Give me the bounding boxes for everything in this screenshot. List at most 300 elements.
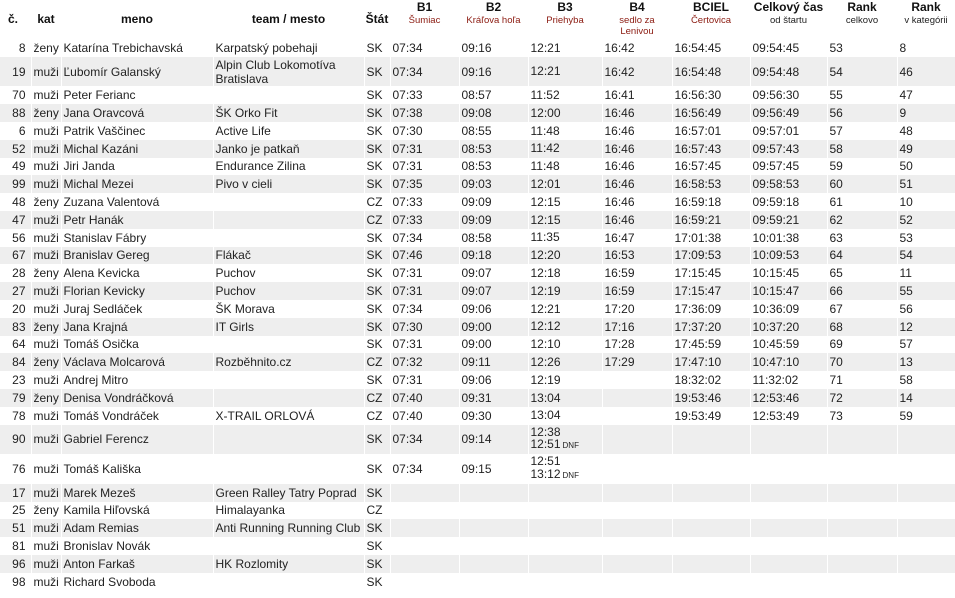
row-category: muži bbox=[31, 211, 61, 229]
row-b1: 07:46 bbox=[390, 247, 459, 265]
row-finish: 19:53:49 bbox=[672, 407, 750, 425]
table-row bbox=[0, 140, 955, 158]
row-rank-category bbox=[897, 573, 955, 591]
row-team: Pivo v cieli bbox=[213, 175, 364, 193]
row-total-time bbox=[750, 425, 827, 455]
row-rank: 60 bbox=[827, 175, 897, 193]
col-b1 bbox=[390, 0, 459, 39]
row-b3 bbox=[528, 555, 602, 573]
row-number: 23 bbox=[0, 371, 31, 389]
row-total-time bbox=[750, 484, 827, 502]
row-name: Kamila Hiľovská bbox=[61, 502, 213, 520]
row-finish: 17:15:45 bbox=[672, 264, 750, 282]
row-b2: 09:07 bbox=[459, 264, 528, 282]
row-b1: 07:31 bbox=[390, 371, 459, 389]
row-b1: 07:38 bbox=[390, 104, 459, 122]
row-b3: 12:19 bbox=[528, 371, 602, 389]
row-b1: 07:33 bbox=[390, 193, 459, 211]
row-country: SK bbox=[364, 175, 390, 193]
row-b4: 17:16 bbox=[602, 318, 672, 336]
row-b3: 13:04 bbox=[528, 389, 602, 407]
row-finish: 16:57:01 bbox=[672, 122, 750, 140]
row-b1: 07:31 bbox=[390, 264, 459, 282]
row-b1: 07:35 bbox=[390, 175, 459, 193]
row-b4 bbox=[602, 484, 672, 502]
col-b4 bbox=[602, 0, 672, 39]
row-rank: 70 bbox=[827, 353, 897, 371]
row-team bbox=[213, 336, 364, 354]
row-total-time: 09:57:01 bbox=[750, 122, 827, 140]
row-country: SK bbox=[364, 158, 390, 176]
row-finish: 16:59:18 bbox=[672, 193, 750, 211]
row-rank-category: 11 bbox=[897, 264, 955, 282]
row-rank-category bbox=[897, 484, 955, 502]
row-total-time: 09:54:48 bbox=[750, 57, 827, 87]
row-category: muži bbox=[31, 371, 61, 389]
row-category: muži bbox=[31, 229, 61, 247]
row-category: muži bbox=[31, 336, 61, 354]
row-finish: 16:54:48 bbox=[672, 57, 750, 87]
row-name: Michal Mezei bbox=[61, 175, 213, 193]
row-country: SK bbox=[364, 371, 390, 389]
row-b2: 09:15 bbox=[459, 454, 528, 484]
row-country: CZ bbox=[364, 407, 390, 425]
row-finish bbox=[672, 502, 750, 520]
row-b2: 09:16 bbox=[459, 57, 528, 87]
row-b2: 08:55 bbox=[459, 122, 528, 140]
row-b1: 07:34 bbox=[390, 39, 459, 57]
row-team: Endurance Zilina bbox=[213, 158, 364, 176]
row-b4: 16:59 bbox=[602, 282, 672, 300]
row-rank-category: 9 bbox=[897, 104, 955, 122]
row-rank-category: 13 bbox=[897, 353, 955, 371]
row-b4 bbox=[602, 389, 672, 407]
table-row bbox=[0, 454, 955, 484]
row-total-time: 12:53:49 bbox=[750, 407, 827, 425]
row-name: Petr Hanák bbox=[61, 211, 213, 229]
row-team bbox=[213, 193, 364, 211]
row-b2 bbox=[459, 573, 528, 591]
row-total-time: 10:15:47 bbox=[750, 282, 827, 300]
row-name: Ľubomír Galanský bbox=[61, 57, 213, 87]
col-b2-sub: Kráľova hoľa bbox=[466, 15, 521, 26]
col-b3 bbox=[528, 0, 602, 39]
row-b1: 07:34 bbox=[390, 454, 459, 484]
row-rank-category: 53 bbox=[897, 229, 955, 247]
row-b3-second-time: 12:51 bbox=[530, 437, 561, 452]
row-b3: 12:19 bbox=[528, 282, 602, 300]
table-row bbox=[0, 39, 955, 57]
row-country: CZ bbox=[364, 211, 390, 229]
table-row bbox=[0, 425, 955, 455]
row-team bbox=[213, 371, 364, 389]
row-b4: 16:46 bbox=[602, 104, 672, 122]
row-b1: 07:33 bbox=[390, 86, 459, 104]
col-total-time-sub: od štartu bbox=[770, 15, 807, 26]
row-rank: 55 bbox=[827, 86, 897, 104]
row-number: 64 bbox=[0, 336, 31, 354]
row-total-time bbox=[750, 573, 827, 591]
row-b4: 16:46 bbox=[602, 158, 672, 176]
row-team: Green Ralley Tatry Poprad bbox=[213, 484, 364, 502]
row-b4: 16:59 bbox=[602, 264, 672, 282]
row-rank-category: 55 bbox=[897, 282, 955, 300]
row-b3: 11:48 bbox=[528, 158, 602, 176]
row-b2 bbox=[459, 537, 528, 555]
col-b4-sub: sedlo za Lenivou bbox=[619, 15, 655, 37]
row-b1: 07:33 bbox=[390, 211, 459, 229]
row-team: Karpatský pobehaji bbox=[213, 39, 364, 57]
row-team bbox=[213, 425, 364, 455]
row-name: Andrej Mitro bbox=[61, 371, 213, 389]
row-country: SK bbox=[364, 484, 390, 502]
row-b3: 12:15 bbox=[528, 193, 602, 211]
row-b4 bbox=[602, 519, 672, 537]
row-rank-category: 59 bbox=[897, 407, 955, 425]
row-b2: 08:53 bbox=[459, 158, 528, 176]
col-rank-sub: celkovo bbox=[845, 15, 879, 26]
row-b4: 17:29 bbox=[602, 353, 672, 371]
row-b3 bbox=[528, 484, 602, 502]
row-b1: 07:31 bbox=[390, 336, 459, 354]
row-rank-category: 8 bbox=[897, 39, 955, 57]
row-country: CZ bbox=[364, 353, 390, 371]
row-b2: 09:30 bbox=[459, 407, 528, 425]
col-b2 bbox=[459, 0, 528, 39]
row-rank-category bbox=[897, 454, 955, 484]
row-number: 90 bbox=[0, 425, 31, 455]
row-finish bbox=[672, 519, 750, 537]
row-finish: 16:58:53 bbox=[672, 175, 750, 193]
row-number: 27 bbox=[0, 282, 31, 300]
table-row bbox=[0, 122, 955, 140]
row-number: 76 bbox=[0, 454, 31, 484]
row-b2: 09:31 bbox=[459, 389, 528, 407]
table-row bbox=[0, 193, 955, 211]
row-name: Bronislav Novák bbox=[61, 537, 213, 555]
col-total-time bbox=[750, 0, 827, 39]
row-total-time: 10:45:59 bbox=[750, 336, 827, 354]
row-total-time bbox=[750, 555, 827, 573]
row-finish: 17:45:59 bbox=[672, 336, 750, 354]
row-number: 56 bbox=[0, 229, 31, 247]
row-b3: 11:35 bbox=[528, 229, 602, 247]
row-team: Puchov bbox=[213, 282, 364, 300]
row-finish: 17:37:20 bbox=[672, 318, 750, 336]
table-row bbox=[0, 371, 955, 389]
row-rank: 71 bbox=[827, 371, 897, 389]
row-team: IT Girls bbox=[213, 318, 364, 336]
row-category: muži bbox=[31, 175, 61, 193]
row-b2: 08:57 bbox=[459, 86, 528, 104]
row-finish: 17:09:53 bbox=[672, 247, 750, 265]
row-b2: 09:06 bbox=[459, 371, 528, 389]
table-row bbox=[0, 300, 955, 318]
row-country: SK bbox=[364, 122, 390, 140]
row-category: muži bbox=[31, 282, 61, 300]
row-rank: 59 bbox=[827, 158, 897, 176]
row-category: ženy bbox=[31, 264, 61, 282]
row-number: 49 bbox=[0, 158, 31, 176]
row-country: SK bbox=[364, 300, 390, 318]
row-team bbox=[213, 454, 364, 484]
row-name: Tomáš Osička bbox=[61, 336, 213, 354]
row-b3: 12:21 bbox=[528, 39, 602, 57]
row-team: Rozběhnito.cz bbox=[213, 353, 364, 371]
row-b4 bbox=[602, 573, 672, 591]
row-name: Marek Mezeš bbox=[61, 484, 213, 502]
row-b4 bbox=[602, 502, 672, 520]
col-country: Štát bbox=[365, 12, 389, 26]
row-total-time: 09:59:18 bbox=[750, 193, 827, 211]
row-b2: 09:16 bbox=[459, 39, 528, 57]
row-country: CZ bbox=[364, 389, 390, 407]
row-rank: 69 bbox=[827, 336, 897, 354]
row-b1 bbox=[390, 537, 459, 555]
col-total-time-label: Celkový čas bbox=[753, 0, 824, 14]
row-name: Gabriel Ferencz bbox=[61, 425, 213, 455]
row-rank-category bbox=[897, 425, 955, 455]
row-name: Branislav Gereg bbox=[61, 247, 213, 265]
dnf-badge: DNF bbox=[562, 441, 579, 451]
row-category: muži bbox=[31, 573, 61, 591]
row-name: Stanislav Fábry bbox=[61, 229, 213, 247]
row-rank-category: 50 bbox=[897, 158, 955, 176]
row-b2: 09:14 bbox=[459, 425, 528, 455]
row-country: SK bbox=[364, 425, 390, 455]
row-b3: 12:12 bbox=[528, 318, 602, 336]
row-name: Jiri Janda bbox=[61, 158, 213, 176]
row-rank-category: 54 bbox=[897, 247, 955, 265]
row-country: SK bbox=[364, 140, 390, 158]
row-rank: 62 bbox=[827, 211, 897, 229]
col-finish bbox=[672, 0, 750, 39]
row-b4: 16:47 bbox=[602, 229, 672, 247]
row-name: Anton Farkaš bbox=[61, 555, 213, 573]
row-team bbox=[213, 211, 364, 229]
row-b3: 12:18 bbox=[528, 264, 602, 282]
row-finish bbox=[672, 537, 750, 555]
row-category: muži bbox=[31, 484, 61, 502]
row-b2: 09:00 bbox=[459, 336, 528, 354]
row-name: Jana Krajná bbox=[61, 318, 213, 336]
table-row bbox=[0, 264, 955, 282]
col-number: č. bbox=[8, 12, 19, 26]
row-b1: 07:40 bbox=[390, 389, 459, 407]
col-rank-category-sub: v kategórii bbox=[904, 15, 948, 26]
row-rank-category: 57 bbox=[897, 336, 955, 354]
row-total-time: 09:57:45 bbox=[750, 158, 827, 176]
table-row bbox=[0, 175, 955, 193]
row-name: Zuzana Valentová bbox=[61, 193, 213, 211]
row-rank: 65 bbox=[827, 264, 897, 282]
row-b1: 07:34 bbox=[390, 57, 459, 87]
row-b4 bbox=[602, 407, 672, 425]
row-rank bbox=[827, 537, 897, 555]
row-rank bbox=[827, 454, 897, 484]
row-rank bbox=[827, 519, 897, 537]
table-row bbox=[0, 573, 955, 591]
row-b3-first: 12:38 bbox=[530, 424, 561, 439]
row-total-time: 10:47:10 bbox=[750, 353, 827, 371]
row-category: muži bbox=[31, 519, 61, 537]
table-row bbox=[0, 104, 955, 122]
row-b3: 12:20 bbox=[528, 247, 602, 265]
row-b3 bbox=[528, 425, 602, 455]
row-rank-category bbox=[897, 555, 955, 573]
row-team: Alpin Club Lokomotíva Bratislava bbox=[213, 57, 364, 87]
table-row bbox=[0, 336, 955, 354]
row-team: Flákač bbox=[213, 247, 364, 265]
row-b3: 13:04 bbox=[528, 407, 602, 425]
row-category: muži bbox=[31, 140, 61, 158]
row-category: muži bbox=[31, 537, 61, 555]
row-b1 bbox=[390, 573, 459, 591]
row-country: CZ bbox=[364, 193, 390, 211]
table-row bbox=[0, 282, 955, 300]
row-number: 25 bbox=[0, 502, 31, 520]
row-team bbox=[213, 86, 364, 104]
row-total-time: 10:15:45 bbox=[750, 264, 827, 282]
row-b2 bbox=[459, 519, 528, 537]
row-b2 bbox=[459, 502, 528, 520]
row-name: Florian Kevicky bbox=[61, 282, 213, 300]
row-b1: 07:31 bbox=[390, 140, 459, 158]
row-category: muži bbox=[31, 555, 61, 573]
row-team: HK Rozlomity bbox=[213, 555, 364, 573]
row-b2: 09:00 bbox=[459, 318, 528, 336]
row-total-time: 09:54:45 bbox=[750, 39, 827, 57]
row-category: muži bbox=[31, 425, 61, 455]
row-b1 bbox=[390, 555, 459, 573]
row-finish: 16:54:45 bbox=[672, 39, 750, 57]
row-b1: 07:30 bbox=[390, 318, 459, 336]
col-b1-label: B1 bbox=[416, 0, 433, 14]
row-b1: 07:34 bbox=[390, 425, 459, 455]
row-rank-category: 56 bbox=[897, 300, 955, 318]
row-b3-second bbox=[531, 438, 602, 453]
row-category: muži bbox=[31, 158, 61, 176]
row-total-time: 10:36:09 bbox=[750, 300, 827, 318]
row-rank bbox=[827, 555, 897, 573]
row-finish: 18:32:02 bbox=[672, 371, 750, 389]
row-category: muži bbox=[31, 57, 61, 87]
row-b3: 12:15 bbox=[528, 211, 602, 229]
row-b3: 11:52 bbox=[528, 86, 602, 104]
row-finish: 16:59:21 bbox=[672, 211, 750, 229]
row-team bbox=[213, 229, 364, 247]
row-b2: 09:18 bbox=[459, 247, 528, 265]
row-number: 51 bbox=[0, 519, 31, 537]
row-name: Václava Molcarová bbox=[61, 353, 213, 371]
row-b4 bbox=[602, 537, 672, 555]
row-team: Anti Running Running Club bbox=[213, 519, 364, 537]
row-b1: 07:40 bbox=[390, 407, 459, 425]
row-b3 bbox=[528, 519, 602, 537]
row-number: 99 bbox=[0, 175, 31, 193]
row-category: ženy bbox=[31, 318, 61, 336]
col-rank-label: Rank bbox=[847, 0, 877, 14]
row-country: SK bbox=[364, 57, 390, 87]
row-b2: 09:08 bbox=[459, 104, 528, 122]
row-b3 bbox=[528, 573, 602, 591]
row-b4: 16:46 bbox=[602, 140, 672, 158]
row-total-time: 09:59:21 bbox=[750, 211, 827, 229]
row-finish bbox=[672, 555, 750, 573]
row-b2: 08:58 bbox=[459, 229, 528, 247]
row-rank-category: 51 bbox=[897, 175, 955, 193]
col-finish-label: BCIEL bbox=[693, 0, 729, 14]
row-b2 bbox=[459, 484, 528, 502]
row-finish: 16:57:43 bbox=[672, 140, 750, 158]
row-category: muži bbox=[31, 407, 61, 425]
row-number: 67 bbox=[0, 247, 31, 265]
row-number: 81 bbox=[0, 537, 31, 555]
table-row bbox=[0, 158, 955, 176]
row-rank: 57 bbox=[827, 122, 897, 140]
row-finish: 16:57:45 bbox=[672, 158, 750, 176]
row-b4: 16:53 bbox=[602, 247, 672, 265]
row-rank bbox=[827, 502, 897, 520]
row-name: Jana Oravcová bbox=[61, 104, 213, 122]
row-team bbox=[213, 537, 364, 555]
row-country: SK bbox=[364, 537, 390, 555]
row-number: 6 bbox=[0, 122, 31, 140]
row-name: Patrik Vaščinec bbox=[61, 122, 213, 140]
row-b2: 09:06 bbox=[459, 300, 528, 318]
table-row bbox=[0, 555, 955, 573]
row-b3 bbox=[528, 454, 602, 484]
row-b3: 11:48 bbox=[528, 122, 602, 140]
row-rank-category bbox=[897, 502, 955, 520]
col-b2-label: B2 bbox=[485, 0, 502, 14]
row-country: SK bbox=[364, 336, 390, 354]
row-rank bbox=[827, 425, 897, 455]
row-number: 78 bbox=[0, 407, 31, 425]
row-category: ženy bbox=[31, 39, 61, 57]
row-rank: 56 bbox=[827, 104, 897, 122]
row-b1: 07:30 bbox=[390, 122, 459, 140]
row-category: ženy bbox=[31, 353, 61, 371]
table-row bbox=[0, 519, 955, 537]
row-finish: 19:53:46 bbox=[672, 389, 750, 407]
row-number: 84 bbox=[0, 353, 31, 371]
row-rank-category: 47 bbox=[897, 86, 955, 104]
row-country: SK bbox=[364, 282, 390, 300]
row-total-time: 09:56:49 bbox=[750, 104, 827, 122]
row-rank: 54 bbox=[827, 57, 897, 87]
row-number: 28 bbox=[0, 264, 31, 282]
row-total-time: 09:56:30 bbox=[750, 86, 827, 104]
row-rank-category: 14 bbox=[897, 389, 955, 407]
row-category: ženy bbox=[31, 502, 61, 520]
row-b3-second-time: 13:12 bbox=[530, 466, 561, 481]
row-rank: 68 bbox=[827, 318, 897, 336]
col-b3-sub: Priehyba bbox=[546, 15, 584, 26]
row-b1: 07:32 bbox=[390, 353, 459, 371]
row-b3 bbox=[528, 537, 602, 555]
row-b4: 17:20 bbox=[602, 300, 672, 318]
row-b4 bbox=[602, 454, 672, 484]
row-finish: 17:36:09 bbox=[672, 300, 750, 318]
col-category: kat bbox=[37, 12, 55, 26]
row-rank-category: 52 bbox=[897, 211, 955, 229]
row-total-time bbox=[750, 454, 827, 484]
row-rank-category bbox=[897, 519, 955, 537]
row-b1: 07:31 bbox=[390, 282, 459, 300]
row-finish: 16:56:30 bbox=[672, 86, 750, 104]
row-b1: 07:34 bbox=[390, 300, 459, 318]
